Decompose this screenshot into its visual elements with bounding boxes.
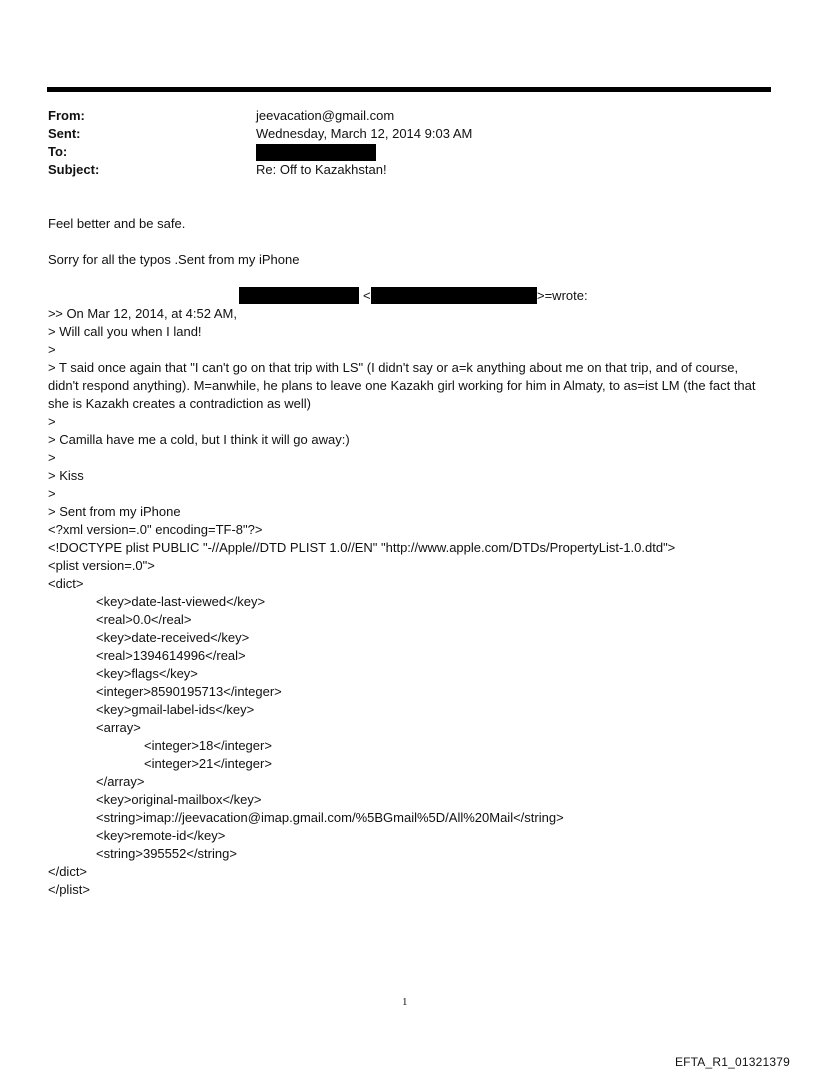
plist-line: <integer>18</integer> — [144, 738, 272, 753]
page-number: 1 — [402, 996, 408, 1008]
to-redaction — [256, 144, 376, 161]
plist-line: <key>flags</key> — [96, 666, 198, 681]
quote-line: > — [48, 342, 56, 357]
plist-line: <real>0.0</real> — [96, 612, 192, 627]
plist-line: <key>original-mailbox</key> — [96, 792, 262, 807]
quote-line: > Sent from my iPhone — [48, 504, 181, 519]
sent-label: Sent: — [48, 126, 81, 141]
quote-lt: < — [363, 288, 371, 303]
quote-paragraph: > T said once again that "I can't go on that trip with LS" (I didn't say or a=k anything about me on that trip, and of course, didn't respond anything). M=anwhile, he plans to leave one Kazakh girl working for him in Almaty, to as=ist LM (the fact that she is Kazakh creates a contradiction as well) — [48, 360, 756, 411]
quote-start: > On Mar 12, 2014, at 4:52 AM, — [55, 306, 237, 321]
plist-line: <!DOCTYPE plist PUBLIC "-//Apple//DTD PLIST 1.0//EN" "http://www.apple.com/DTDs/PropertyList-1.0.dtd"> — [48, 540, 676, 555]
plist-line: </plist> — [48, 882, 90, 897]
plist-line: <real>1394614996</real> — [96, 648, 246, 663]
subject-value: Re: Off to Kazakhstan! — [256, 162, 387, 177]
body-line-1: Feel better and be safe. — [48, 216, 186, 231]
plist-line: <integer>8590195713</integer> — [96, 684, 282, 699]
quote-line: > Kiss — [48, 468, 84, 483]
plist-line: <plist version=.0"> — [48, 558, 155, 573]
quote-line: > — [48, 486, 56, 501]
plist-line: <?xml version=.0" encoding=TF-8"?> — [48, 522, 263, 537]
sender-email-redaction — [371, 287, 537, 304]
plist-line: <key>date-last-viewed</key> — [96, 594, 266, 609]
from-value: jeevacation@gmail.com — [256, 108, 395, 123]
quote-wrote: >=wrote: — [537, 288, 588, 303]
plist-line: </dict> — [48, 864, 88, 879]
quote-line: > Camilla have me a cold, but I think it will go away:) — [48, 432, 350, 447]
plist-line: <string>395552</string> — [96, 846, 237, 861]
quote-line: > Will call you when I land! — [48, 324, 202, 339]
header-rule — [47, 87, 771, 92]
body-line-2: Sorry for all the typos .Sent from my iPhone — [48, 252, 300, 267]
quote-line: > — [48, 414, 56, 429]
subject-label: Subject: — [48, 162, 100, 177]
quote-line: > — [48, 450, 56, 465]
plist-line: <key>gmail-label-ids</key> — [96, 702, 255, 717]
sender-name-redaction — [239, 287, 359, 304]
plist-line: <dict> — [48, 576, 84, 591]
plist-line: <integer>21</integer> — [144, 756, 272, 771]
plist-line: </array> — [96, 774, 145, 789]
from-label: From: — [48, 108, 85, 123]
bates-number: EFTA_R1_01321379 — [674, 1055, 790, 1069]
plist-line: <string>imap://jeevacation@imap.gmail.com/%5BGmail%5D/All%20Mail</string> — [96, 810, 564, 825]
to-label: To: — [48, 144, 68, 159]
plist-line: <key>remote-id</key> — [96, 828, 226, 843]
plist-line: <array> — [96, 720, 141, 735]
plist-line: <key>date-received</key> — [96, 630, 250, 645]
sent-value: Wednesday, March 12, 2014 9:03 AM — [256, 126, 473, 141]
quote-line: > — [48, 306, 56, 321]
